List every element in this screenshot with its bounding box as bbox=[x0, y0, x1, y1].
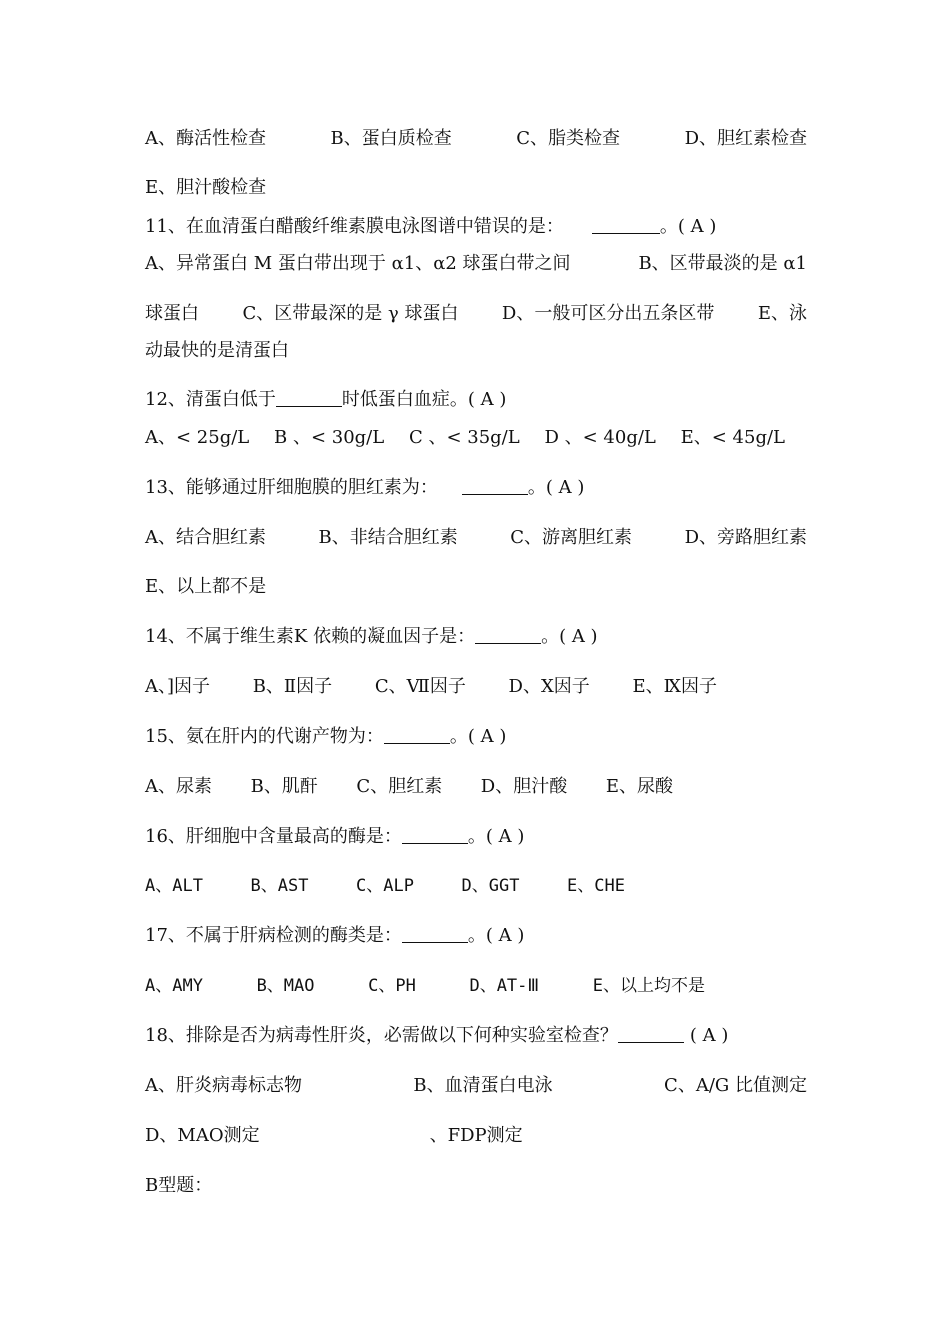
option-a: A、AMY bbox=[145, 976, 203, 996]
question-stem: 12、清蛋白低于 bbox=[145, 389, 276, 410]
question-14 bbox=[145, 625, 598, 649]
option-a: A、ALT bbox=[145, 876, 203, 896]
option-c: C、A/G 比值测定 bbox=[664, 1075, 807, 1096]
answer-blank bbox=[402, 825, 468, 844]
q13-option-e: E、以上都不是 bbox=[145, 576, 267, 597]
answer-blank bbox=[462, 476, 528, 495]
option-e: E、Ⅸ因子 bbox=[632, 676, 717, 697]
answer-blank bbox=[618, 1024, 684, 1043]
option-d: D、AT-Ⅲ bbox=[469, 976, 540, 996]
option-e: E、泳 bbox=[757, 303, 807, 324]
option-b: B、AST bbox=[250, 876, 309, 896]
answer-mark: 。( A ) bbox=[449, 726, 507, 747]
option-a: A、]因子 bbox=[145, 676, 211, 697]
q13-options-row bbox=[145, 526, 807, 550]
question-18 bbox=[145, 1024, 728, 1048]
option-a: A、肝炎病毒标志物 bbox=[145, 1075, 302, 1096]
option-c: C、ALP bbox=[356, 876, 414, 896]
question-stem: 15、氨在肝内的代谢产物为： bbox=[145, 726, 384, 747]
q17-options-row bbox=[145, 974, 705, 998]
option-d: D 、< 40g/L bbox=[544, 427, 656, 448]
question-16 bbox=[145, 825, 524, 849]
q14-options-row bbox=[145, 675, 717, 699]
q11-options-line3: 动最快的是清蛋白 bbox=[145, 340, 289, 361]
option-d: D、Ⅹ因子 bbox=[508, 676, 590, 697]
option-c: C、脂类检查 bbox=[516, 128, 621, 149]
option-d: D、GGT bbox=[461, 876, 520, 896]
q15-options-row bbox=[145, 775, 673, 799]
option-c: C、游离胆红素 bbox=[510, 527, 633, 548]
option-b: B 、< 30g/L bbox=[274, 427, 385, 448]
answer-blank bbox=[384, 725, 450, 744]
answer-mark: 。( A ) bbox=[659, 216, 717, 237]
section-heading-b: B型题： bbox=[145, 1175, 213, 1196]
q10-option-e: E、胆汁酸检查 bbox=[145, 177, 267, 198]
option-d: D、旁路胆红素 bbox=[684, 527, 807, 548]
question-17 bbox=[145, 924, 524, 948]
answer-blank bbox=[402, 924, 468, 943]
answer-mark: 。( A ) bbox=[541, 626, 598, 647]
question-stem: 18、排除是否为病毒性肝炎，必需做以下何种实验室检查？ bbox=[145, 1025, 618, 1046]
answer-mark: 。( A ) bbox=[467, 925, 525, 946]
question-13 bbox=[145, 476, 584, 500]
option-c: C、区带最深的是 γ 球蛋白 bbox=[242, 303, 459, 324]
question-stem: 16、肝细胞中含量最高的酶是： bbox=[145, 826, 402, 847]
answer-mark: ( A ) bbox=[689, 1025, 729, 1046]
answer-blank bbox=[276, 388, 342, 407]
option-d: D、MAO测定 bbox=[145, 1125, 260, 1146]
question-stem: 13、能够通过肝细胞膜的胆红素为： bbox=[145, 477, 438, 498]
answer-mark: 。( A ) bbox=[527, 477, 585, 498]
option-d: D、胆红素检查 bbox=[684, 128, 807, 149]
option-e: 、FDP测定 bbox=[429, 1125, 523, 1146]
option-a: A、< 25g/L bbox=[145, 427, 250, 448]
option-b: B、血清蛋白电泳 bbox=[413, 1075, 553, 1096]
option-a: A、异常蛋白 M 蛋白带出现于 α1、α2 球蛋白带之间 bbox=[145, 253, 571, 274]
question-12 bbox=[145, 388, 506, 412]
question-stem: 14、不属于维生素K 依赖的凝血因子是： bbox=[145, 626, 476, 647]
option-a: A、尿素 bbox=[145, 776, 212, 797]
q18-options-row bbox=[145, 1074, 807, 1098]
option-b: B、Ⅱ因子 bbox=[252, 676, 333, 697]
option-b: B、区带最淡的是 α1 bbox=[638, 253, 807, 274]
option-e: E、尿酸 bbox=[605, 776, 673, 797]
q12-options-row bbox=[145, 426, 785, 450]
q11-options-line2 bbox=[145, 302, 807, 326]
option-d: D、胆汁酸 bbox=[480, 776, 568, 797]
q16-options-row bbox=[145, 874, 625, 898]
option-b: B、肌酐 bbox=[250, 776, 318, 797]
answer-blank bbox=[475, 625, 541, 644]
option-e: E、CHE bbox=[567, 876, 625, 896]
option-e: E、以上均不是 bbox=[592, 976, 705, 996]
option-c: C、Ⅶ因子 bbox=[374, 676, 466, 697]
q18-options-row2 bbox=[145, 1124, 523, 1148]
option-d: D、一般可区分出五条区带 bbox=[501, 303, 715, 324]
question-stem: 11、在血清蛋白醋酸纤维素膜电泳图谱中错误的是： bbox=[145, 216, 564, 237]
option-c: C、PH bbox=[368, 976, 416, 996]
option-a: A、酶活性检查 bbox=[145, 128, 266, 149]
option-b: B、非结合胆红素 bbox=[318, 527, 458, 548]
question-15 bbox=[145, 725, 506, 749]
option-c: C、胆红素 bbox=[356, 776, 443, 797]
option-e: E、< 45g/L bbox=[680, 427, 785, 448]
option-b: B、蛋白质检查 bbox=[330, 128, 452, 149]
option-c: C 、< 35g/L bbox=[408, 427, 520, 448]
answer-mark: 。( A ) bbox=[467, 826, 525, 847]
option-b: B、MAO bbox=[256, 976, 315, 996]
q11-options-line1 bbox=[145, 252, 807, 276]
q10-options-row bbox=[145, 127, 807, 151]
question-stem: 17、不属于肝病检测的酶类是： bbox=[145, 925, 402, 946]
question-11 bbox=[145, 215, 716, 239]
question-stem-end: 时低蛋白血症。( A ) bbox=[341, 389, 507, 410]
option-b-cont: 球蛋白 bbox=[145, 303, 199, 324]
option-a: A、结合胆红素 bbox=[145, 527, 266, 548]
answer-blank bbox=[592, 215, 660, 234]
